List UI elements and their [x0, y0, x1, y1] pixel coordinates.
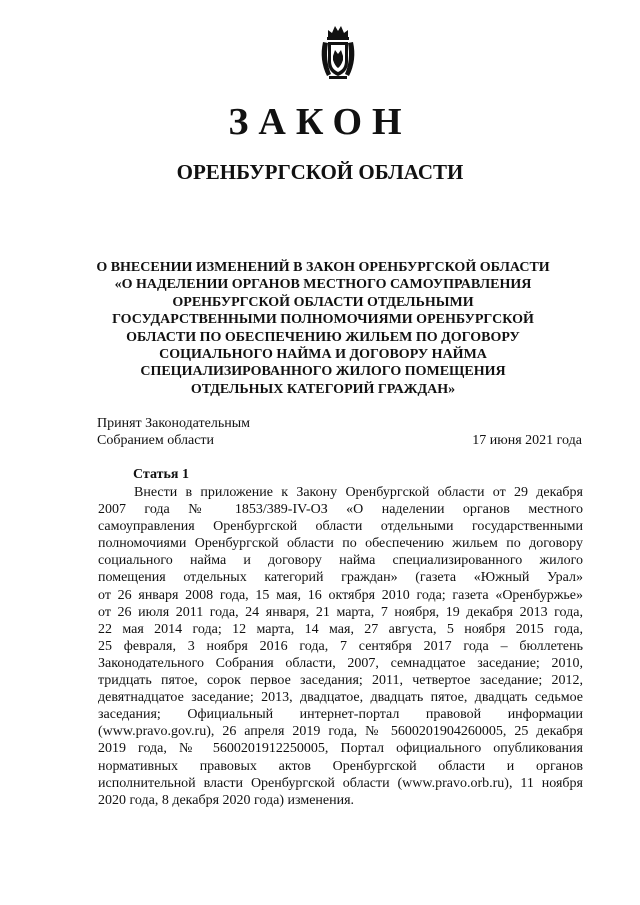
region-title: ОРЕНБУРГСКОЙ ОБЛАСТИ [176, 160, 464, 184]
article-line: Законодательного Собрания области, 2007, семнадцатое заседание; 2010, [98, 655, 583, 671]
article-line: (www.pravo.gov.ru), 26 апреля 2019 года, № 5600201904260005, 25 декабря [98, 724, 583, 740]
article-line: помещения отдельных категорий граждан» (газета «Южный Урал» [98, 570, 583, 586]
heading-line: СОЦИАЛЬНОГО НАЙМА И ДОГОВОРУ НАЙМА [159, 347, 487, 363]
heading-line: ОТДЕЛЬНЫХ КАТЕГОРИЙ ГРАЖДАН» [190, 381, 456, 397]
article-line: Внести в приложение к Закону Оренбургской области от 29 декабря [134, 485, 583, 500]
heading-line: СПЕЦИАЛИЗИРОВАННОГО ЖИЛОГО ПОМЕЩЕНИЯ [140, 364, 506, 380]
article-line: 2019 года, № 5600201912250005, Портал официального опубликования [98, 741, 583, 757]
article-line: 2020 года, 8 декабря 2020 года) изменения. [98, 792, 355, 808]
article-line: от 26 января 2008 года, 15 мая, 16 октября 2010 года; газета «Оренбуржье» [98, 587, 583, 603]
heading-line: ОБЛАСТИ ПО ОБЕСПЕЧЕНИЮ ЖИЛЬЕМ ПО ДОГОВОРУ [126, 329, 520, 345]
law-title: ЗАКОН [228, 101, 412, 143]
article-line: девятнадцатое заседание; 2013, двадцатое, двадцать пятое, двадцать седьмое [98, 690, 583, 706]
article-line: социального найма и договору найма специализированного жилого [98, 553, 583, 569]
article-line: тридцать пятое, сорок первое заседания; 2011, четвертое заседание; 2012, [98, 673, 583, 689]
article-line: заседания; Официальный интернет-портал правовой информации [98, 707, 583, 723]
article-line: 25 февраля, 3 ноября 2016 года, 7 сентября 2017 года – бюллетень [98, 638, 583, 654]
article-line: 22 мая 2014 года; 12 марта, 14 мая, 27 августа, 5 ноября 2015 года, [98, 621, 583, 637]
heading-line: «О НАДЕЛЕНИИ ОРГАНОВ МЕСТНОГО САМОУПРАВЛЕНИЯ [114, 277, 532, 293]
adoption-block [97, 415, 250, 449]
adoption-date: 17 июня 2021 года [472, 433, 582, 448]
heading-line: О ВНЕСЕНИИ ИЗМЕНЕНИЙ В ЗАКОН ОРЕНБУРГСКОЙ ОБЛАСТИ [96, 260, 550, 275]
article-line: от 26 июля 2011 года, 24 января, 21 марта, 7 ноября, 19 декабря 2013 года, [98, 604, 583, 620]
coat-of-arms-icon [319, 22, 357, 80]
heading-line: ОРЕНБУРГСКОЙ ОБЛАСТИ ОТДЕЛЬНЫМИ [172, 294, 474, 310]
article-line: полномочиями Оренбургской области по обеспечению жильем по договору [98, 536, 583, 552]
law-heading [84, 259, 562, 398]
article-body [98, 484, 583, 809]
adopted-by-line: Собранием области [97, 433, 215, 448]
article-title: Статья 1 [133, 467, 189, 482]
article-line: самоуправления Оренбургской области отдельными государственными [98, 519, 583, 535]
article-line: нормативных правовых актов Оренбургской области и органов [98, 758, 583, 774]
adopted-by-line: Принят Законодательным [97, 416, 250, 431]
article-line: 2007 года № 1853/389-IV-ОЗ «О наделении органов местного [98, 502, 583, 518]
heading-line: ГОСУДАРСТВЕННЫМИ ПОЛНОМОЧИЯМИ ОРЕНБУРГСКОЙ [112, 312, 534, 328]
article-line: исполнительной власти Оренбургской области (www.pravo.orb.ru), 11 ноября [98, 775, 583, 791]
